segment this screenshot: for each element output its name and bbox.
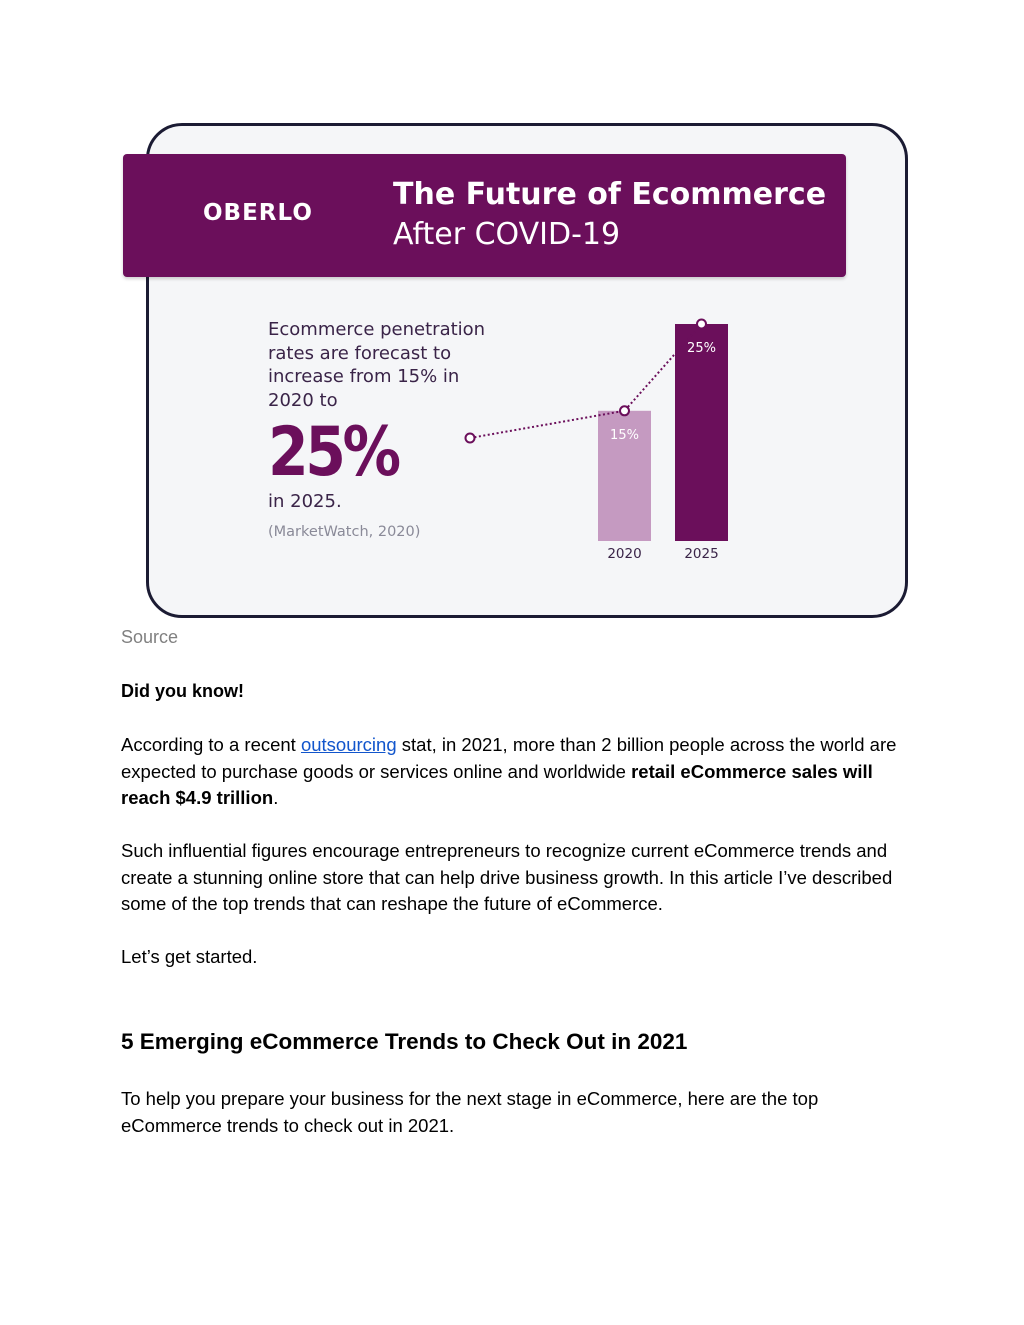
trend-point-1	[620, 406, 629, 415]
paragraph-1	[121, 732, 911, 812]
paragraph-4: To help you prepare your business for the next stage in eCommerce, here are the top eCommerce trends to check out in 2021.	[121, 1088, 819, 1136]
infographic-banner	[123, 154, 846, 277]
info-text: Ecommerce penetration rates are forecast to increase from 15% in 2020 to	[268, 319, 486, 411]
p1-text-end: .	[273, 787, 279, 808]
image-caption: Source	[121, 627, 179, 647]
bar-2025	[675, 324, 728, 541]
p1-bold-text: retail eCommerce sales will reach $4.9 trillion	[121, 760, 873, 808]
category-label-2020: 2020	[607, 546, 642, 562]
info-source: (MarketWatch, 2020)	[268, 524, 421, 540]
section-heading: 5 Emerging eCommerce Trends to Check Out in 2021	[121, 1029, 688, 1054]
infographic-subtitle: After COVID-19	[393, 217, 621, 252]
bar-chart	[450, 310, 750, 570]
infographic-title: The Future of Ecommerce	[393, 177, 827, 212]
p1-text-middle: stat, in 2021, more than 2 billion people across the world are expected to purchase goods or services online and worldwide	[121, 734, 897, 782]
big-percentage: 25%	[268, 413, 398, 492]
info-year: in 2025.	[268, 491, 342, 512]
value-label-2025: 25%	[687, 341, 716, 356]
did-you-know-label: Did you know!	[121, 681, 244, 701]
value-label-2020: 15%	[610, 427, 639, 443]
p1-text-start: According to a recent	[121, 734, 301, 755]
outsourcing-link[interactable]: outsourcing	[300, 734, 397, 755]
brand-logo: OBERLO	[203, 200, 313, 226]
category-label-2025: 2025	[684, 546, 719, 562]
paragraph-2: Such influential figures encourage entrepreneurs to recognize current eCommerce trends and create a stunning online store that can help drive business growth. In this article I’ve described some of the top trends that can reshape the future of eCommerce.	[121, 840, 893, 914]
trend-line	[470, 324, 702, 438]
paragraph-3: Let’s get started.	[121, 946, 258, 967]
trend-point-0	[466, 434, 475, 443]
trend-point-2	[697, 320, 706, 329]
